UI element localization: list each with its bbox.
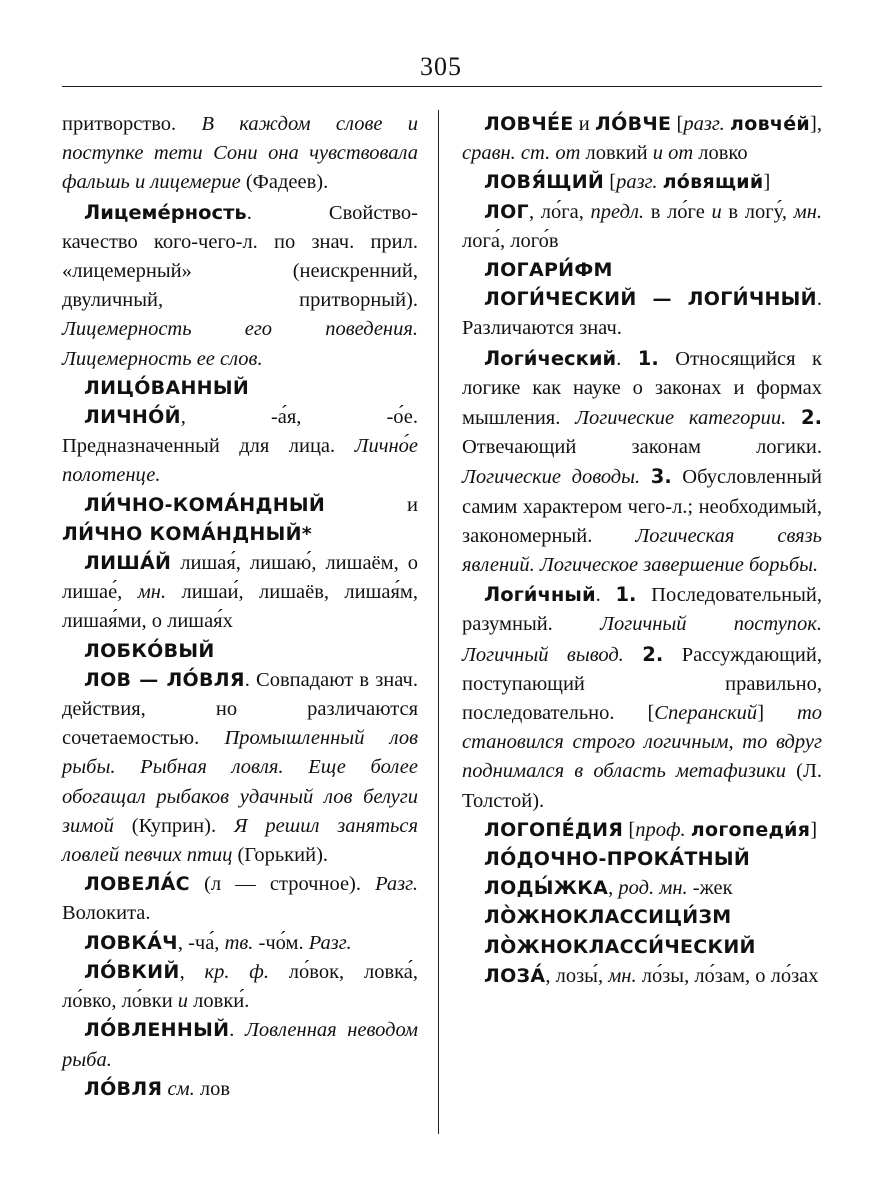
entry-italic-text: Логическая связь явлений. Логическое завершение борьбы. <box>462 524 823 577</box>
entry-italic-text: Лицемерность его поведения. Лицемерность ее слов. <box>62 318 418 370</box>
entry-headword: ЛО́ВЧЕ <box>595 113 672 135</box>
entry-headword: ЛОДЫ́ЖКА <box>484 877 609 900</box>
entry-text: в ло́ге <box>644 200 712 223</box>
entry-text: лишая́, лишаю́, лишаём, о лишае́, <box>62 552 418 604</box>
dictionary-entry <box>462 198 822 256</box>
entry-text: , ло́га, <box>528 200 591 223</box>
dictionary-entry <box>62 1075 418 1104</box>
entry-headword: ЛОВЧЕ́Е <box>484 113 574 135</box>
dictionary-entry <box>62 491 418 549</box>
dictionary-entry <box>462 580 822 816</box>
dictionary-entry <box>62 198 418 374</box>
entry-text: . <box>229 1019 245 1042</box>
entry-italic-text: и от <box>652 142 694 165</box>
entry-italic-text: Сперанский <box>654 702 758 725</box>
entry-text: (Горький). <box>232 844 329 867</box>
dictionary-entry <box>462 933 822 962</box>
dictionary-entry <box>462 962 822 991</box>
entry-headword: ЛО́ВКИЙ <box>84 960 180 983</box>
entry-text: лишаи́, лишаёв, лишая́м, лишая́ми, о лишая́х <box>62 581 419 633</box>
entry-text: и <box>573 113 596 135</box>
dictionary-entry <box>62 110 418 198</box>
entry-italic-text: род. мн. <box>618 877 688 900</box>
dictionary-entry <box>62 549 418 637</box>
entry-headword: Лицеме́рность <box>84 200 247 224</box>
entry-italic-text: проф. <box>635 818 686 841</box>
entry-headword: логопеди́я <box>690 818 811 841</box>
entry-headword: ло́вящий <box>662 171 764 194</box>
entry-headword: 1. <box>637 346 659 370</box>
entry-italic-text: мн. <box>793 200 822 223</box>
entry-italic-text: см. <box>167 1077 195 1100</box>
entry-text: ло́вок, ловка́, ло́вко, ло́вки <box>62 960 419 1013</box>
entry-text: Относящийся к логике как науке о законах и формах мышления. <box>462 347 822 430</box>
dictionary-entry <box>462 874 822 903</box>
entry-text: в логу́, <box>721 200 794 223</box>
entry-italic-text: Ловленная неводом рыба. <box>62 1019 419 1071</box>
entry-italic-text: Разг. <box>375 873 418 896</box>
dictionary-entry <box>62 1016 418 1074</box>
entry-italic-text: Я решил заняться ловлей певчих птиц <box>62 814 418 867</box>
entry-italic-text: Промышленный лов рыбы. Рыбная ловля. Еще более обогащал рыбаков удачный лов белуги зимой <box>62 727 419 837</box>
entry-text: -чо́м. <box>253 931 309 954</box>
entry-text: Рассуждающий, поступающий правильно, последовательно. [ <box>462 643 822 725</box>
entry-text <box>786 407 801 429</box>
entry-text: [ <box>671 113 684 135</box>
entry-italic-text: разг. <box>683 113 725 135</box>
entry-headword: ЛИЦО́ВАННЫЙ <box>84 376 250 399</box>
entry-italic-text: и <box>711 200 722 223</box>
entry-text: (Фадеев). <box>240 171 329 194</box>
entry-headword: ЛОВЯ́ЩИЙ <box>484 171 605 194</box>
entry-text: ] <box>763 171 771 194</box>
entry-headword: 2. <box>642 642 664 666</box>
entry-text: . Совпадают в знач. действия, но различаются сочетаемостью. <box>62 668 418 750</box>
entry-text: ловкий <box>580 142 653 165</box>
entry-headword: 2. <box>801 406 823 430</box>
entry-text: (л — строчное). <box>189 873 376 896</box>
entry-text: . <box>595 584 616 607</box>
entry-headword: ЛО́ВЛЕННЫЙ <box>84 1019 230 1042</box>
entry-headword: ЛОГ <box>484 200 529 223</box>
entry-text: ] <box>810 818 818 841</box>
entry-text: , -а́я, -о́е. Предназначенный для лица. <box>62 406 418 458</box>
entry-italic-text: разг. <box>616 171 658 194</box>
dictionary-entry <box>62 958 418 1016</box>
dictionary-entry <box>62 870 418 928</box>
right-column <box>462 110 822 991</box>
entry-headword: 1. <box>615 583 637 607</box>
dictionary-entry <box>462 285 822 343</box>
entry-italic-text: Лично́е полотенце. <box>62 435 418 487</box>
entry-text: Обусловленный самим характером чего-л.; необходимый, закономерный. <box>462 466 822 547</box>
entry-italic-text: В каждом слове и поступке тети Сони она чувствовала фальшь и лицемерие <box>62 113 418 194</box>
entry-headword: ловче́й <box>730 113 811 135</box>
dictionary-entry <box>62 666 418 870</box>
entry-italic-text: тв. <box>224 931 254 954</box>
entry-text: лога́, лого́в <box>462 229 559 252</box>
entry-text: [ <box>604 171 617 194</box>
entry-text: (Л. Толстой). <box>462 760 822 812</box>
entry-italic-text: то становился строго логичным, то вдруг поднимался в область метафизики <box>462 702 823 783</box>
entry-headword: Логи́чный <box>484 583 596 607</box>
entry-italic-text: кр. ф. <box>204 960 269 983</box>
entry-italic-text: и <box>177 990 189 1013</box>
entry-text: ловко <box>693 142 748 165</box>
entry-text: ловки́. <box>188 990 250 1013</box>
entry-text: , <box>608 877 619 900</box>
entry-headword: ЛОГАРИ́ФМ <box>484 259 613 282</box>
dictionary-entry <box>462 344 822 581</box>
entry-italic-text: мн. <box>608 964 637 987</box>
entry-headword: ЛО̀ЖНОКЛАССИЦИ́ЗМ <box>484 906 732 929</box>
dictionary-entry <box>462 845 822 874</box>
entry-text: ], <box>810 113 822 135</box>
entry-text: ] <box>757 702 797 725</box>
entry-text: и <box>325 493 418 516</box>
column-divider <box>438 110 439 1134</box>
entry-headword: ЛОГИ́ЧЕСКИЙ — ЛОГИ́ЧНЫЙ <box>484 288 817 311</box>
entry-headword: 3. <box>650 465 672 489</box>
dictionary-entry <box>62 929 418 958</box>
entry-headword: ЛИ́ЧНО-КОМА́НДНЫЙ <box>84 493 326 516</box>
entry-text: (Куприн). <box>113 814 234 837</box>
dictionary-entry <box>462 256 822 285</box>
entry-text <box>624 644 642 666</box>
entry-headword: ЛОВЕЛА́С <box>84 873 190 896</box>
dictionary-entry <box>62 374 418 403</box>
entry-italic-text: Разг. <box>308 931 352 954</box>
dictionary-entry <box>462 168 822 197</box>
page-number: 305 <box>420 52 462 81</box>
dictionary-entry <box>62 403 418 491</box>
entry-text: притворство. <box>62 113 202 135</box>
entry-headword: ЛО̀ЖНОКЛАССИ́ЧЕСКИЙ <box>484 935 756 958</box>
entry-text: Отвечающий законам логики. <box>462 436 822 459</box>
entry-headword: ЛОВ — ЛО́ВЛЯ <box>84 668 245 691</box>
entry-text <box>640 466 651 488</box>
entry-italic-text: предл. <box>590 200 645 223</box>
entry-text: ло́зы, ло́зам, о ло́зах <box>636 964 819 987</box>
entry-text: Волокита. <box>62 902 151 925</box>
entry-text: [ <box>623 818 636 841</box>
entry-headword: ЛО́ДОЧНО-ПРОКА́ТНЫЙ <box>484 848 751 871</box>
dictionary-entry <box>462 816 822 845</box>
left-column <box>62 110 418 1104</box>
entry-headword: ЛИЧНО́Й <box>84 406 181 429</box>
entry-headword: ЛОВКА́Ч <box>84 931 178 954</box>
entry-italic-text: Логичный поступок. Логичный вывод. <box>462 613 823 666</box>
entry-headword: ЛОГОПЕ́ДИЯ <box>484 818 624 841</box>
entry-text: . Свойство-качество кого-чего-л. по знач. прил. «лицемерный» (неискренний, двуличный, притворный). <box>62 201 418 312</box>
entry-text: , -ча́, <box>177 931 225 954</box>
entry-text: , лозы́, <box>545 964 609 987</box>
entry-italic-text: Логические доводы. <box>462 466 641 489</box>
entry-headword: ЛИША́Й <box>84 552 172 575</box>
entry-headword: Логи́ческий <box>484 346 617 370</box>
entry-text: -жек <box>687 877 733 900</box>
entry-text: . Различаются знач. <box>462 288 822 340</box>
entry-headword: ЛО́ВЛЯ <box>84 1077 163 1100</box>
entry-headword: ЛОЗА́ <box>484 964 546 987</box>
entry-text: . <box>616 347 638 370</box>
entry-italic-text: Логические категории. <box>575 407 787 430</box>
dictionary-entry <box>462 903 822 932</box>
header-rule <box>62 86 822 87</box>
entry-headword: ЛИ́ЧНО КОМА́НДНЫЙ* <box>62 522 313 545</box>
entry-headword: ЛОБКО́ВЫЙ <box>84 639 215 662</box>
dictionary-entry <box>462 110 822 168</box>
entry-italic-text: мн. <box>137 581 167 604</box>
entry-text: лов <box>194 1077 231 1100</box>
entry-italic-text: сравн. ст. от <box>462 142 581 165</box>
dictionary-entry <box>62 637 418 666</box>
entry-text: , <box>179 960 205 983</box>
entry-text: Последовательный, разумный. <box>462 584 823 636</box>
